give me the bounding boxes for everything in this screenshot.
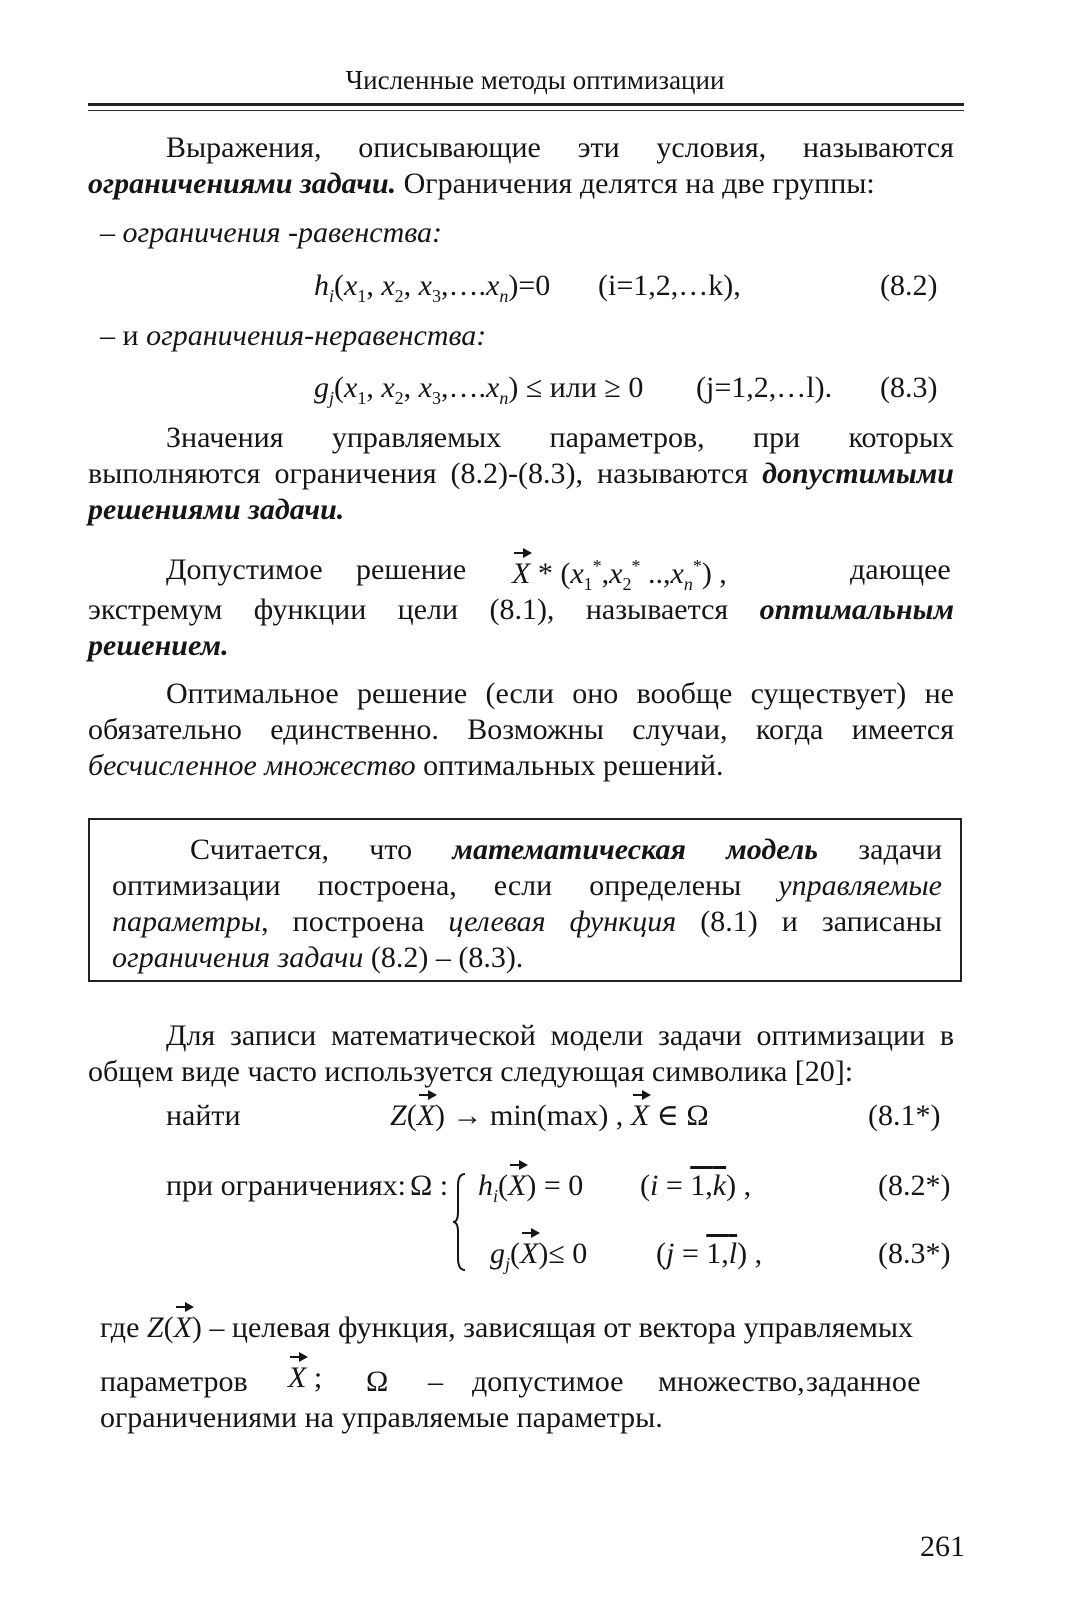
formula-8-3: $g_j(x_1$, $x_2$, $x_3,\dots.x_n$) ≤ или ≥ 0 bbox=[314, 371, 644, 408]
para6-omega: Ω bbox=[366, 1365, 389, 1398]
para1-line1: Выражения, описывающие эти условия, называются bbox=[166, 131, 954, 164]
list-item-equalities: – ограничения -равенства: bbox=[100, 216, 443, 249]
find-label: найти bbox=[166, 1099, 241, 1132]
para4-line2: обязательно единственно. Возможны случаи, когда имеется bbox=[88, 713, 954, 746]
formula-8-1-star: Z(X) → min(max) , X ∈ Ω bbox=[390, 1099, 709, 1132]
para2-line3: решениями задачи. bbox=[88, 493, 345, 526]
para3-word1: Допустимое bbox=[166, 553, 323, 586]
box-line2: оптимизации построена, если определены управляемые bbox=[112, 869, 942, 902]
para3-line3: решением. bbox=[88, 629, 229, 662]
header-rule-thin bbox=[88, 110, 964, 111]
page-number: 261 bbox=[920, 1530, 965, 1563]
para6-word2: допустимое bbox=[472, 1365, 624, 1398]
formula-8-3-star: $g_j(X)\le 0$ bbox=[490, 1237, 588, 1274]
para6-word1: параметров bbox=[100, 1365, 248, 1398]
header-rule-thick bbox=[88, 103, 964, 106]
para6-dash: – bbox=[428, 1365, 443, 1398]
para2-line2: выполняются ограничения (8.2)-(8.3), называются допустимыми bbox=[88, 457, 954, 490]
box-line4: ограничения задачи (8.2) – (8.3). bbox=[112, 941, 524, 974]
formula-8-2-number: (8.2) bbox=[880, 269, 938, 302]
formula-8-3-number: (8.3) bbox=[880, 371, 938, 404]
para5-line2: общем виде часто используется следующая символика [20]: bbox=[88, 1055, 854, 1088]
formula-8-2-star: $h_i(X) = 0$ bbox=[478, 1169, 584, 1206]
para6-vector: X ; bbox=[288, 1361, 323, 1394]
formula-8-3-range: (j=1,2,…l). bbox=[696, 371, 833, 404]
left-brace-icon bbox=[452, 1172, 466, 1272]
formula-8-2: $h_i(x_1$, $x_2$, $x_3,\dots.x_n)=0$ bbox=[314, 269, 551, 306]
para6-word3: множество, bbox=[658, 1365, 805, 1398]
para2-line1: Значения управляемых параметров, при которых bbox=[166, 421, 954, 454]
para4-line1: Оптимальное решение (если оно вообще существует) не bbox=[166, 677, 954, 710]
running-header: Численные методы оптимизации bbox=[345, 65, 725, 95]
formula-8-1-star-number: (8.1*) bbox=[868, 1099, 941, 1132]
para1-line2: ограничениями задачи. Ограничения делятся на две группы: bbox=[88, 167, 875, 200]
para6-word4: заданное bbox=[806, 1365, 921, 1398]
formula-8-3-star-number: (8.3*) bbox=[878, 1237, 951, 1270]
list-item-inequalities: – и ограничения-неравенства: bbox=[100, 319, 487, 352]
para3-word3: дающее bbox=[850, 553, 951, 586]
formula-8-2-star-number: (8.2*) bbox=[878, 1169, 951, 1202]
box-line1: Считается, что математическая модель задачи bbox=[190, 833, 942, 866]
box-line3: параметры, построена целевая функция (8.1) и записаны bbox=[112, 905, 942, 938]
para5-line1: Для записи математической модели задачи оптимизации в bbox=[166, 1019, 954, 1052]
term-constraints: ограничениями задачи. bbox=[88, 167, 397, 200]
para3-word2: решение bbox=[356, 553, 467, 586]
para3-line2: экстремум функции цели (8.1), называется оптимальным bbox=[88, 593, 954, 626]
formula-8-2-star-range: (i = 1,k) , bbox=[640, 1169, 752, 1202]
formula-8-3-star-range: (j = 1,l) , bbox=[656, 1237, 763, 1270]
constraints-label: при ограничениях: bbox=[166, 1169, 406, 1202]
omega-colon: Ω : bbox=[410, 1169, 449, 1202]
para6-line1: где Z(X) – целевая функция, зависящая от вектора управляемых bbox=[100, 1311, 913, 1344]
optimal-solution-vector: X * ($x_1^*,x_2^*$ $..,x_n^*$) , bbox=[512, 556, 727, 594]
para6-line3: ограничениями на управляемые параметры. bbox=[100, 1401, 663, 1434]
formula-8-2-range: (i=1,2,…k), bbox=[598, 269, 741, 302]
para4-line3: бесчисленное множество оптимальных решений. bbox=[88, 749, 724, 782]
